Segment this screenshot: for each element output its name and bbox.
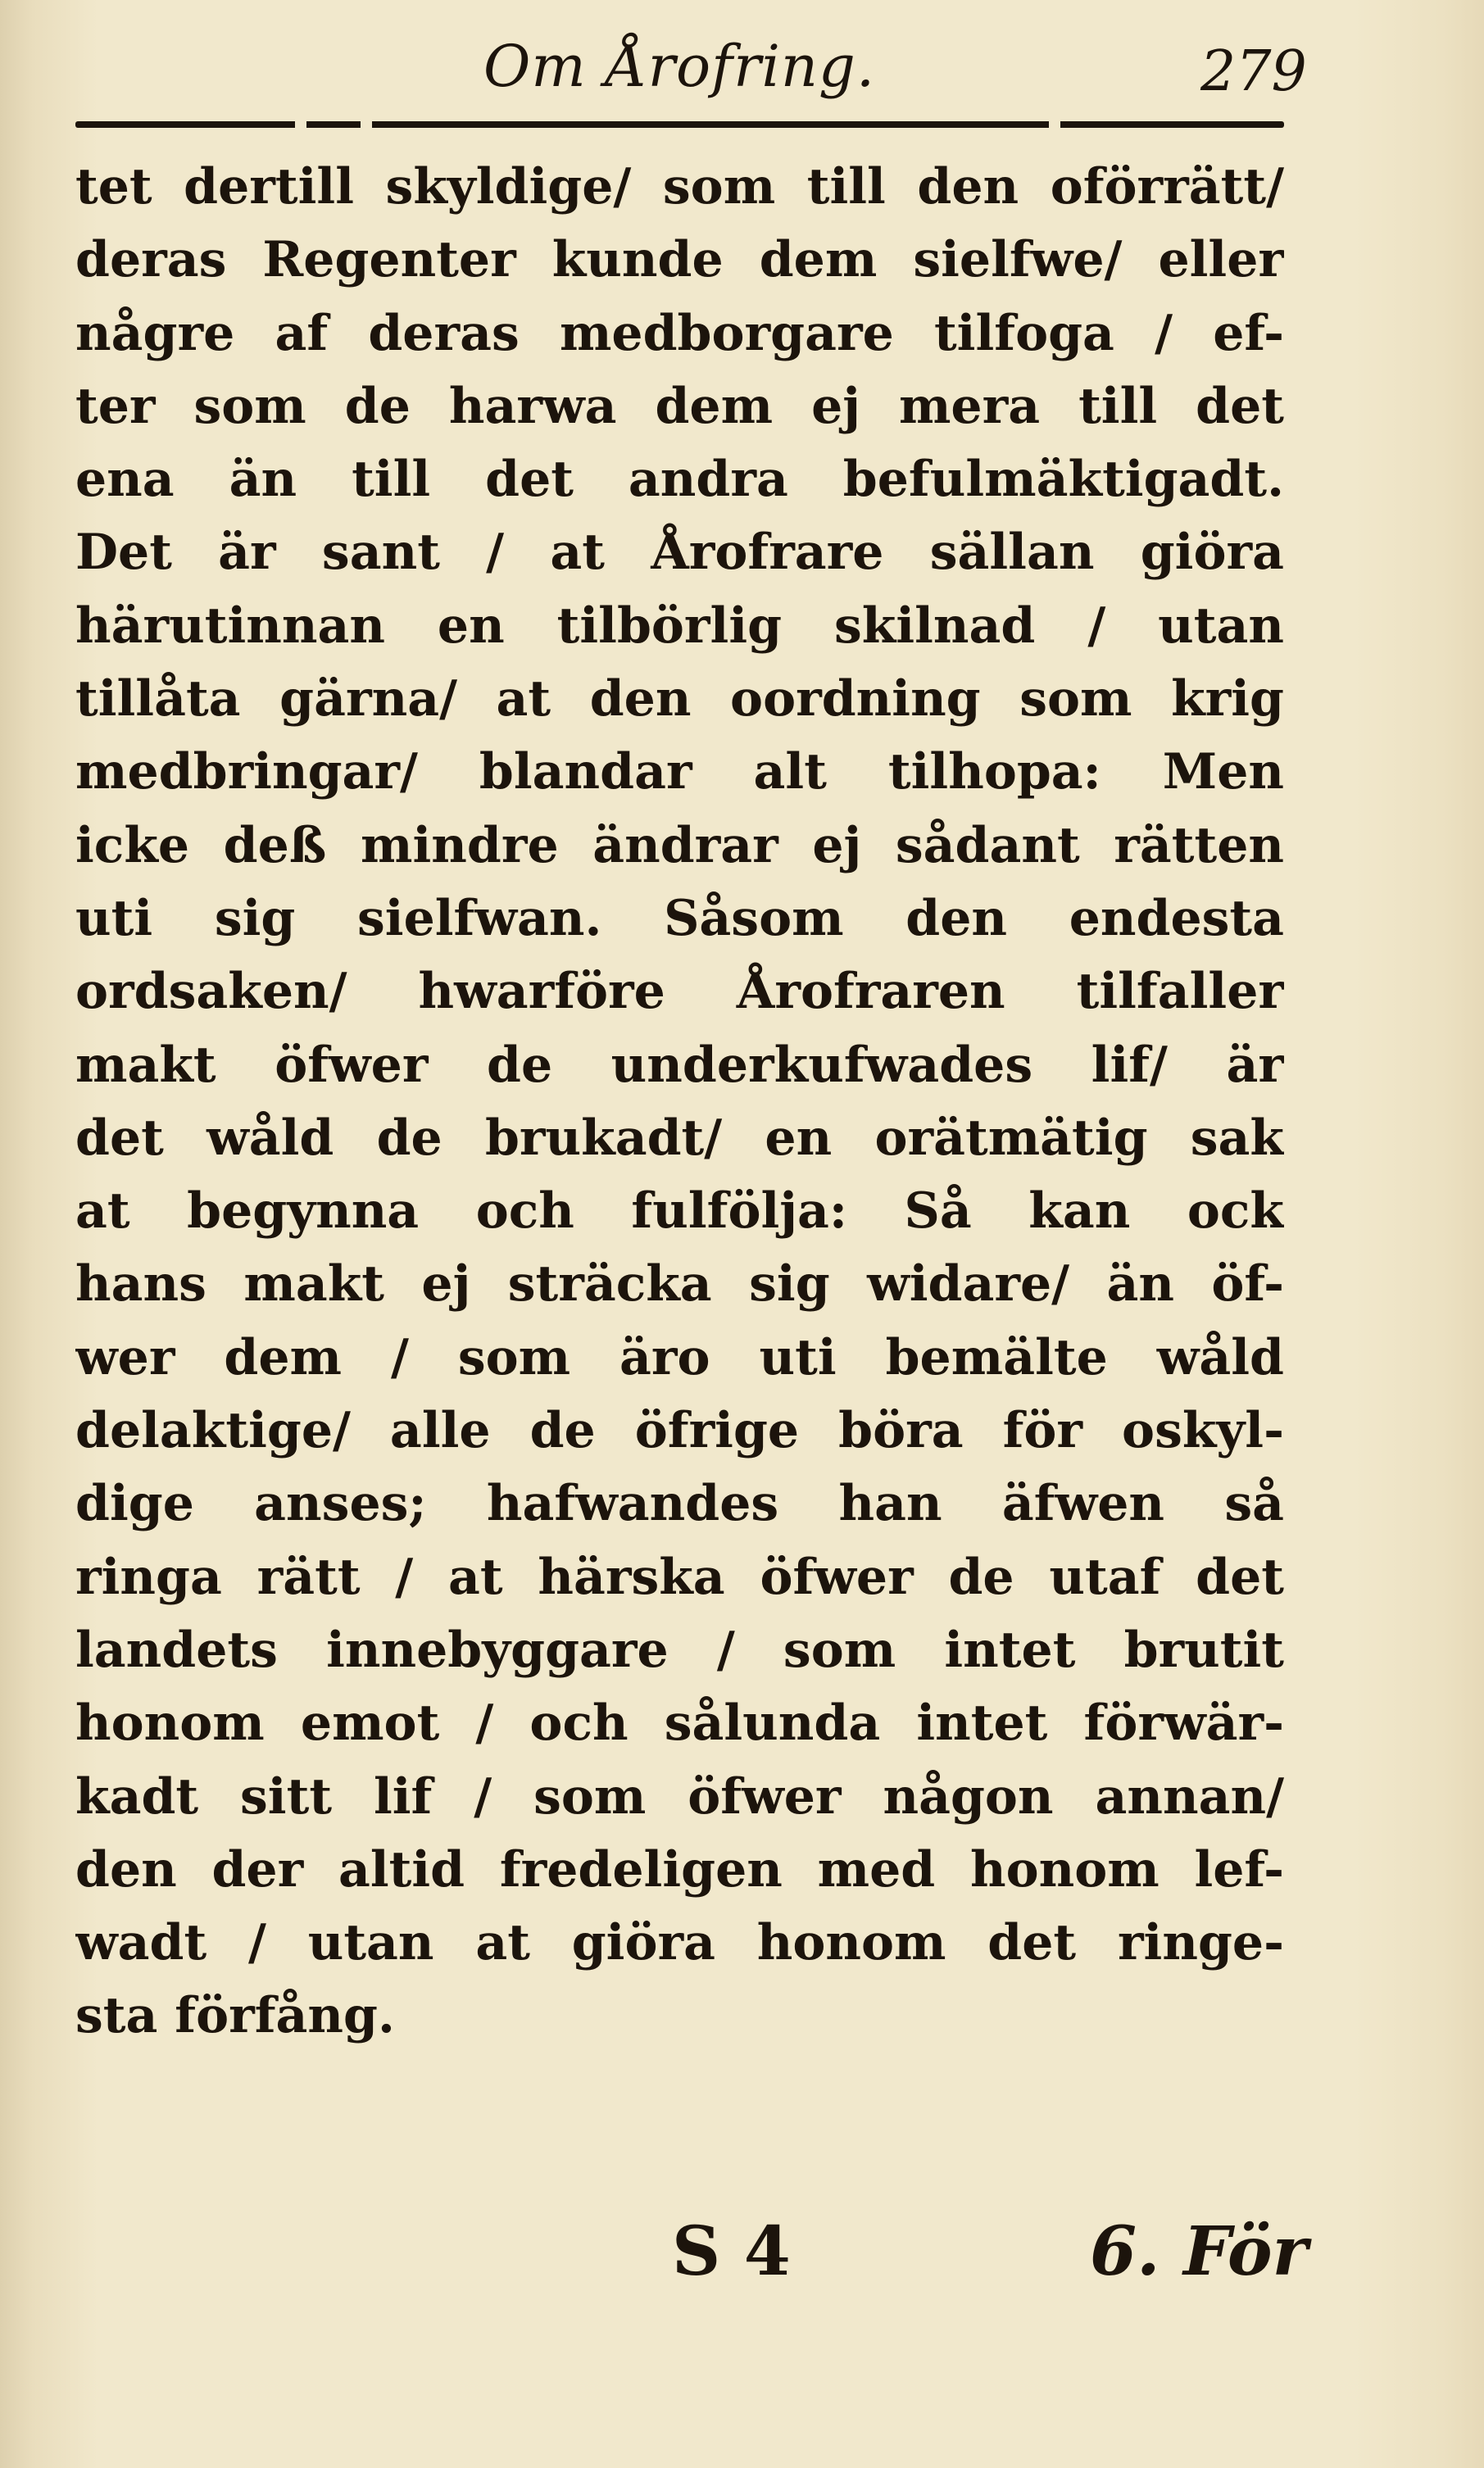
text-line: det wåld de brukadt/ en orätmätig sak: [75, 1109, 1284, 1167]
text-line: den der altid fredeligen med honom lef-: [75, 1840, 1284, 1899]
text-line: tet dertill skyldige/ som till den oförrätt/: [75, 158, 1284, 215]
text-line: dige anses; hafwandes han äfwen så: [75, 1475, 1284, 1533]
text-line: tillåta gärna/ at den oordning som krig: [75, 670, 1284, 728]
header-rule-gap: [295, 118, 306, 131]
signature-mark: S 4: [672, 2212, 791, 2291]
text-line: icke deß mindre ändrar ej sådant rätten: [75, 816, 1284, 874]
text-line: någre af deras medborgare tilfoga / ef-: [75, 304, 1284, 362]
text-line: delaktige/ alle de öfrige böra för oskyl-: [75, 1402, 1284, 1460]
text-line: sta förfång.: [75, 1987, 395, 2045]
text-line: ordsaken/ hwarföre Årofraren tilfaller: [75, 963, 1284, 1021]
page-number: 279: [1200, 39, 1307, 104]
body-text: [75, 151, 1284, 2053]
header-rule: [75, 121, 1284, 128]
text-line: honom emot / och sålunda intet förwär-: [75, 1694, 1284, 1753]
text-line: ter som de harwa dem ej mera till det: [75, 377, 1284, 435]
text-line: medbringar/ blandar alt tilhopa: Men: [75, 743, 1284, 801]
text-line: härutinnan en tilbörlig skilnad / utan: [75, 597, 1284, 655]
text-line: landets innebyggare / som intet brutit: [75, 1621, 1284, 1679]
text-line: deras Regenter kunde dem sielfwe/ eller: [75, 231, 1284, 289]
page-footer: [0, 2212, 1484, 2311]
catchword: 6. För: [1090, 2212, 1308, 2291]
text-line: makt öfwer de underkufwades lif/ är: [75, 1036, 1284, 1094]
text-line: Det är sant / at Årofrare sällan giöra: [75, 524, 1284, 582]
running-head: Om Årofring.: [483, 33, 876, 100]
text-line: uti sig sielfwan. Såsom den endesta: [75, 889, 1284, 947]
text-line: at begynna och fulfölja: Så kan ock: [75, 1182, 1284, 1241]
header-rule-gap: [361, 118, 372, 131]
text-line: wadt / utan at giöra honom det ringe-: [75, 1914, 1284, 1972]
text-line: ena än till det andra befulmäktigadt.: [75, 451, 1284, 509]
text-line: ringa rätt / at härska öfwer de utaf det: [75, 1548, 1284, 1606]
text-line: wer dem / som äro uti bemälte wåld: [75, 1328, 1284, 1386]
text-line: kadt sitt lif / som öfwer någon annan/: [75, 1767, 1284, 1826]
text-line: hans makt ej sträcka sig widare/ än öf-: [75, 1255, 1284, 1313]
header-rule-gap: [1049, 118, 1060, 131]
